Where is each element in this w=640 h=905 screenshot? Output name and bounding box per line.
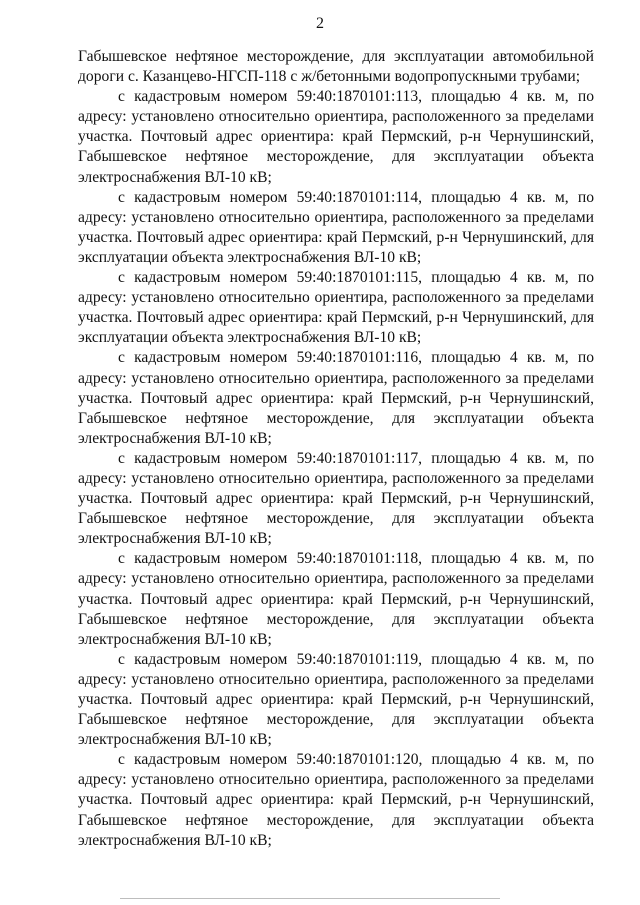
scan-edge-mark: [120, 898, 500, 899]
paragraph-parcel-113: с кадастровым номером 59:40:1870101:113, площадью 4 кв. м, по адресу: установлено относительно ориентира, расположенного за пределами участка. Почтовый адрес ориентира: край Пермский, р-н Чернушинский, Габышевское нефтяное месторождение, для эксплуатации объекта электроснабжения ВЛ-10 кВ;: [78, 88, 594, 186]
paragraph-parcel-116: с кадастровым номером 59:40:1870101:116, площадью 4 кв. м, по адресу: установлено относительно ориентира, расположенного за пределами участка. Почтовый адрес ориентира: край Пермский, р-н Чернушинский, Габышевское нефтяное месторождение, для эксплуатации объекта электроснабжения ВЛ-10 кВ;: [78, 349, 594, 447]
paragraph-parcel-117: с кадастровым номером 59:40:1870101:117, площадью 4 кв. м, по адресу: установлено относительно ориентира, расположенного за пределами участка. Почтовый адрес ориентира: край Пермский, р-н Чернушинский, Габышевское нефтяное месторождение, для эксплуатации объекта электроснабжения ВЛ-10 кВ;: [78, 449, 594, 548]
paragraph-continuation: Габышевское нефтяное месторождение, для эксплуатации автомобильной дороги с. Казанцево-НГСП-118 с ж/бетонными водопропускными трубами;: [78, 48, 594, 86]
paragraph-parcel-118: с кадастровым номером 59:40:1870101:118, площадью 4 кв. м, по адресу: установлено относительно ориентира, расположенного за пределами участка. Почтовый адрес ориентира: край Пермский, р-н Чернушинский, Габышевское нефтяное месторождение, для эксплуатации объекта электроснабжения ВЛ-10 кВ;: [78, 550, 594, 648]
paragraph-parcel-114: с кадастровым номером 59:40:1870101:114, площадью 4 кв. м, по адресу: установлено относительно ориентира, расположенного за пределами участка. Почтовый адрес ориентира: край Пермский, р-н Чернушинский, для эксплуатации объекта электроснабжения ВЛ-10 кВ;: [78, 188, 594, 266]
document-body: [78, 47, 594, 851]
paragraph-parcel-120: с кадастровым номером 59:40:1870101:120, площадью 4 кв. м, по адресу: установлено относительно ориентира, расположенного за пределами участка. Почтовый адрес ориентира: край Пермский, р-н Чернушинский, Габышевское нефтяное месторождение, для эксплуатации объекта электроснабжения ВЛ-10 кВ;: [78, 751, 594, 849]
page-number: 2: [316, 15, 324, 32]
paragraph-parcel-115: с кадастровым номером 59:40:1870101:115, площадью 4 кв. м, по адресу: установлено относительно ориентира, расположенного за пределами участка. Почтовый адрес ориентира: край Пермский, р-н Чернушинский, для эксплуатации объекта электроснабжения ВЛ-10 кВ;: [78, 269, 594, 347]
paragraph-parcel-119: с кадастровым номером 59:40:1870101:119, площадью 4 кв. м, по адресу: установлено относительно ориентира, расположенного за пределами участка. Почтовый адрес ориентира: край Пермский, р-н Чернушинский, Габышевское нефтяное месторождение, для эксплуатации объекта электроснабжения ВЛ-10 кВ;: [78, 650, 594, 749]
